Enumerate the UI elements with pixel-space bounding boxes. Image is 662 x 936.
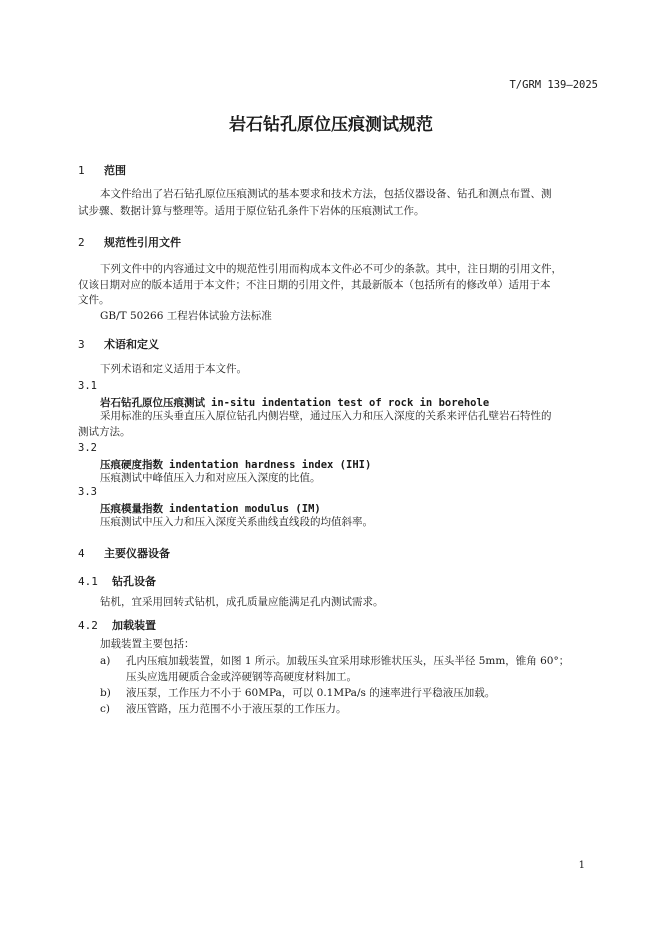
subsection-heading-drilling-equipment <box>78 573 156 589</box>
section-number: 4 <box>78 547 85 560</box>
section-title: 主要仪器设备 <box>104 547 170 560</box>
term-number: 3.3 <box>78 486 97 498</box>
section-title: 规范性引用文件 <box>104 236 181 249</box>
list-item-text: 液压管路，压力范围不小于液压泵的工作压力。 <box>126 703 347 715</box>
reference-document: GB/T 50266 工程岩体试验方法标准 <box>100 310 272 322</box>
list-item <box>100 685 495 701</box>
page-title: 岩石钻孔原位压痕测试规范 <box>229 115 433 135</box>
references-paragraph-line-2: 仅该日期对应的版本适用于本文件；不注日期的引用文件，其最新版本（包括所有的修改单）适用于本 <box>78 279 551 291</box>
page-number: 1 <box>578 860 585 871</box>
term-number: 3.2 <box>78 442 97 454</box>
section-heading-normative-references <box>78 234 181 250</box>
references-paragraph-line-1: 下列文件中的内容通过文中的规范性引用而构成本文件必不可少的条款。其中，注日期的引用文件， <box>100 263 562 275</box>
standard-number: T/GRM 139—2025 <box>509 79 598 91</box>
term-definition-line-1: 压痕测试中峰值压入力和对应压入深度的比值。 <box>100 472 321 484</box>
list-marker: b) <box>100 687 111 699</box>
subsection-title: 加载装置 <box>112 619 156 632</box>
term-en: indentation hardness index (IHI) <box>169 459 372 471</box>
subsection-heading-loading-device <box>78 617 156 633</box>
term-zh: 压痕硬度指数 <box>100 459 163 471</box>
list-item-text: 液压泵，工作压力不小于 60MPa，可以 0.1MPa/s 的速率进行平稳液压加载。 <box>126 687 496 699</box>
list-marker: a) <box>100 655 111 667</box>
section-number: 2 <box>78 236 85 249</box>
section-heading-scope <box>78 162 126 178</box>
term-number: 3.1 <box>78 380 97 392</box>
list-item <box>100 701 347 717</box>
section-heading-terms <box>78 336 159 352</box>
list-item <box>100 653 569 669</box>
section-number: 3 <box>78 338 85 351</box>
subsection-number: 4.2 <box>78 619 98 632</box>
list-item-text: 孔内压痕加载装置，如图 1 所示。加载压头宜采用球形锥状压头，压头半径 5mm，锥角 60°； <box>126 655 570 667</box>
term-zh: 岩石钻孔原位压痕测试 <box>100 397 205 409</box>
list-marker: c) <box>100 703 110 715</box>
section-heading-main-equipment <box>78 545 170 561</box>
loading-device-intro: 加载装置主要包括： <box>100 638 195 650</box>
term-en: in-situ indentation test of rock in borehole <box>211 397 490 409</box>
term-en: indentation modulus (IM) <box>169 503 321 515</box>
references-paragraph-line-3: 文件。 <box>78 294 110 306</box>
term-zh: 压痕模量指数 <box>100 503 163 515</box>
scope-paragraph-line-2: 试步骤、数据计算与整理等。适用于原位钻孔条件下岩体的压痕测试工作。 <box>78 205 425 217</box>
subsection-number: 4.1 <box>78 575 98 588</box>
term-definition-line-2: 测试方法。 <box>78 426 131 438</box>
list-item-continuation: 压头应选用硬质合金或淬硬钢等高硬度材料加工。 <box>126 671 357 683</box>
section-title: 范围 <box>104 164 126 177</box>
drilling-equipment-paragraph: 钻机，宜采用回转式钻机，成孔质量应能满足孔内测试需求。 <box>100 596 384 608</box>
term-definition-line-1: 压痕测试中压入力和压入深度关系曲线直线段的均值斜率。 <box>100 516 373 528</box>
terms-intro: 下列术语和定义适用于本文件。 <box>100 363 247 375</box>
scope-paragraph-line-1: 本文件给出了岩石钻孔原位压痕测试的基本要求和技术方法，包括仪器设备、钻孔和测点布置、测 <box>100 188 552 200</box>
subsection-title: 钻孔设备 <box>112 575 156 588</box>
section-title: 术语和定义 <box>104 338 159 351</box>
term-definition-line-1: 采用标准的压头垂直压入原位钻孔内侧岩壁，通过压入力和压入深度的关系来评估孔壁岩石特性的 <box>100 410 552 422</box>
section-number: 1 <box>78 164 85 177</box>
